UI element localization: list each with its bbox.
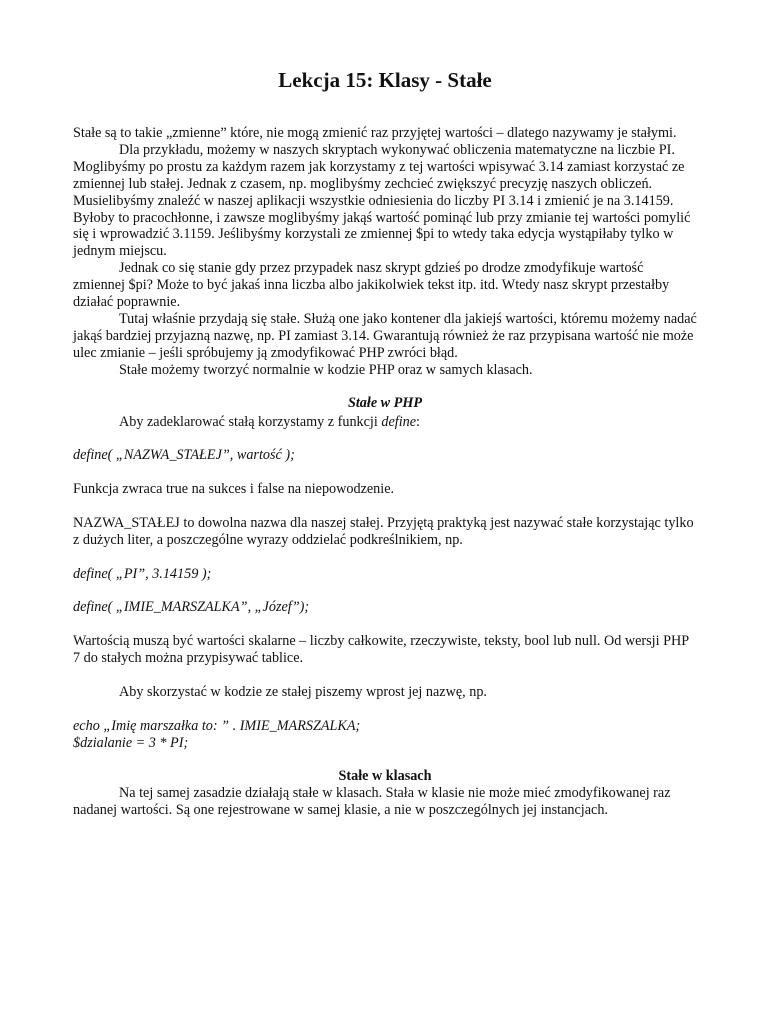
page-title: Lekcja 15: Klasy - Stałe — [278, 68, 492, 92]
code-example — [73, 718, 697, 752]
code-line-dzialanie: $dzialanie = 3 * PI; — [73, 734, 189, 751]
intro-paragraph-5: Stałe możemy tworzyć normalnie w kodzie PHP oraz w samych klasach. — [119, 361, 533, 378]
section-heading-class: Stałe w klasach — [338, 768, 432, 785]
define-function-name: define — [381, 413, 417, 430]
define-example-pi: define( „PI”, 3.14159 ); — [73, 565, 212, 582]
section-heading-php: Stałe w PHP — [347, 394, 423, 411]
define-example-name: define( „IMIE_MARSZALKA”, „Józef”); — [73, 599, 310, 616]
class-constants-paragraph: Na tej samej zasadzie działają stałe w klasach. Stała w klasie nie może mieć zmodyfikowanej raz nadanej wartości. Są one rejestrowane w samej klasie, a nie w poszczególnych jej instancjach. — [73, 785, 671, 819]
intro-paragraph-1: Stałe są to takie „zmienne” które, nie mogą zmienić raz przyjętej wartości – dlatego nazywamy je stałymi. — [73, 125, 677, 141]
return-value-paragraph: Funkcja zwraca true na sukces i false na niepowodzenie. — [73, 481, 395, 498]
naming-paragraph: NAZWA_STAŁEJ to dowolna nazwa dla naszej stałej. Przyjętą praktyką jest nazywać stałe korzystając tylko z dużych liter, a poszczególne wyrazy oddzielać podkreślnikiem, np. — [73, 514, 694, 548]
usage-paragraph: Aby skorzystać w kodzie ze stałej piszemy wprost jej nazwę, np. — [119, 683, 487, 700]
define-lead-paragraph — [73, 414, 697, 431]
intro-paragraph-4: Tutaj właśnie przydają się stałe. Służą one jako kontener dla jakiejś wartości, któremu możemy nadać jakąś bardziej przyjazną nazwę, np. PI zamiast 3.14. Gwarantują również że raz przypisana wartość nie może ulec zmianie – jeśli spróbujemy ją zmodyfikować PHP zwróci błąd. — [73, 310, 697, 361]
values-paragraph: Wartością muszą być wartości skalarne – liczby całkowite, rzeczywiste, teksty, bool lub null. Od wersji PHP 7 do stałych można przypisywać tablice. — [73, 633, 689, 667]
code-line-echo: echo „Imię marszałka to: ” . IMIE_MARSZALKA; — [73, 717, 361, 734]
define-lead-end: : — [416, 413, 420, 430]
define-syntax: define( „NAZWA_STAŁEJ”, wartość ); — [73, 447, 295, 464]
define-lead-text: Aby zadeklarować stałą korzystamy z funkcji — [119, 413, 382, 430]
document-page — [73, 66, 697, 819]
intro-paragraph-2: Dla przykładu, możemy w naszych skryptach wykonywać obliczenia matematyczne na liczbie PI. Moglibyśmy po prostu za każdym razem jak korzystamy z tej wartości wpisywać 3.14 zamiast korzystać ze zmiennej lub stałej. Jednak z czasem, np. moglibyśmy zechcieć zwiększyć precyzję naszych obliczeń. Musielibyśmy znaleźć w naszej aplikacji wszystkie odniesienia do liczby PI 3.14 i zmienić je na 3.14159. Byłoby to pracochłonne, i zawsze moglibyśmy jakąś wartość pominąć lub przy zmianie tej wartości pomylić się i wprowadzić 3.1159. Jeślibyśmy korzystali ze zmiennej $pi to wtedy taka edycja wystąpiłaby tylko w jednym miejscu. — [73, 141, 691, 260]
intro-paragraph-3: Jednak co się stanie gdy przez przypadek nasz skrypt gdzieś po drodze zmodyfikuje wartość zmiennej $pi? Może to być jakaś inna liczba albo jakikolwiek tekst itp. itd. Wtedy nasz skrypt przestałby działać poprawnie. — [73, 260, 670, 311]
